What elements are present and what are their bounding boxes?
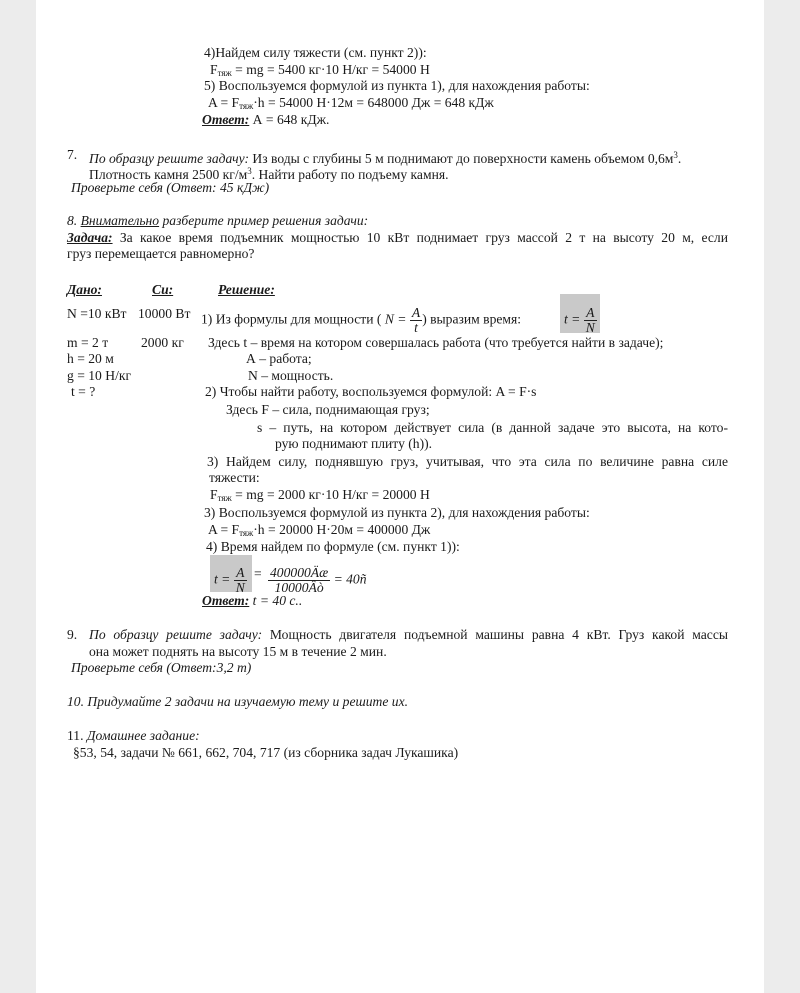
task9-check: Проверьте себя (Ответ:3,2 т) (71, 660, 252, 675)
task9-line1: По образцу решите задачу: Мощность двигателя подъемной машины равна 4 кВт. Груз какой массы (89, 627, 728, 642)
task8-problem-line2: груз перемещается равномерно? (67, 246, 255, 261)
solution-step5: 4) Время найдем по формуле (см. пункт 1)): (206, 539, 460, 554)
solution-step1: 1) Из формулы для мощности ( N = $\frac{A}{t}$ ) выразим время: (201, 305, 522, 335)
si-power: 10000 Вт (138, 306, 191, 321)
task8-problem-line1: Задача: За какое время подъемник мощностью 10 кВт поднимает груз массой 2 т на высоту 20 м, если (67, 230, 728, 245)
task7-check: Проверьте себя (Ответ: 45 кДж) (71, 180, 270, 195)
given-header: Дано: (67, 282, 102, 297)
document-page (36, 0, 764, 993)
task9-line2: она может поднять на высоту 15 м в течение 2 мин. (89, 644, 387, 659)
given-unknown: t = ? (71, 384, 96, 399)
solution-step4: 3) Воспользуемся формулой из пункта 2), для нахождения работы: (204, 505, 590, 520)
solution-gravity-formula: $F_{тяж}$ = mg = 2000 кг·10 Н/кг = 20000 Н (210, 487, 430, 503)
given-g: g = 10 Н/кг (67, 368, 132, 383)
intro-answer: Ответ: А = 648 кДж. (202, 112, 330, 127)
solution-step2: 2) Чтобы найти работу, воспользуемся формулой: A = F·s (205, 384, 537, 399)
intro-step5: 5) Воспользуемся формулой из пункта 1), для нахождения работы: (204, 78, 590, 93)
task8-header: 8. Внимательно разберите пример решения задачи: (67, 213, 369, 228)
task8-answer: Ответ: t = 40 с.. (202, 593, 303, 608)
task11-homework: §53, 54, задачи № 661, 662, 704, 717 (из сборника задач Лукашика) (73, 745, 459, 760)
task7-line2: Плотность камня 2500 $кг/м^3$. Найти работу по подъему камня. (89, 166, 449, 182)
solution-step1-n: N – мощность. (248, 368, 334, 383)
formula-equals: = (254, 566, 262, 581)
si-mass: 2000 кг (141, 335, 184, 350)
solution-step2-s: s – путь, на котором действует сила (в данной задаче это высота, на кото- (257, 420, 728, 435)
solution-step2-f: Здесь F – сила, поднимающая груз; (226, 402, 430, 417)
given-height: h = 20 м (67, 351, 114, 366)
solution-step2-s2: рую поднимают плиту (h)). (275, 436, 433, 451)
task7-number: 7. (67, 147, 78, 162)
intro-gravity-formula: $F_{тяж}$ = mg = 5400 кг·10 Н/кг = 54000 Н (210, 62, 430, 78)
task9-number: 9. (67, 627, 78, 642)
solution-step3: 3) Найдем силу, поднявшую груз, учитывая, что эта сила по величине равна силе (207, 454, 728, 469)
task7-line1: По образцу решите задачу: Из воды с глубины 5 м поднимают до поверхности камень объемом $0,6м^3$. (89, 150, 682, 166)
solution-step1-t: Здесь t – время на котором совершалась работа (что требуется найти в задаче); (208, 335, 664, 350)
solution-step1-a: А – работа; (246, 351, 312, 366)
solution-work-formula: $A = F_{тяж}\cdot h = 20000$ Н·20м = 400000 Дж (208, 522, 431, 538)
intro-work-formula: $A = F_{тяж}\cdot h = 54000$ Н·12м = 648000 Дж = 648 кДж (208, 95, 494, 111)
task10-text: 10. Придумайте 2 задачи на изучаемую тему и решите их. (67, 694, 409, 709)
given-power: N =10 кВт (67, 306, 127, 321)
solution-step3-b: тяжести: (209, 470, 260, 485)
task11-header: 11. Домашнее задание: (67, 728, 200, 743)
si-header: Си: (152, 282, 174, 297)
given-mass: m = 2 т (67, 335, 109, 350)
intro-step4: 4)Найдем силу тяжести (см. пункт 2)): (204, 45, 427, 60)
solution-header: Решение: (218, 282, 275, 297)
formula-time-2: t = $\frac{A}{N}$ (214, 565, 245, 595)
formula-time-1: t = $\frac{A}{N}$ (564, 305, 595, 335)
formula-calculation: $\frac{400000Äæ}{10000Âò}$ = 40ñ (270, 565, 367, 595)
